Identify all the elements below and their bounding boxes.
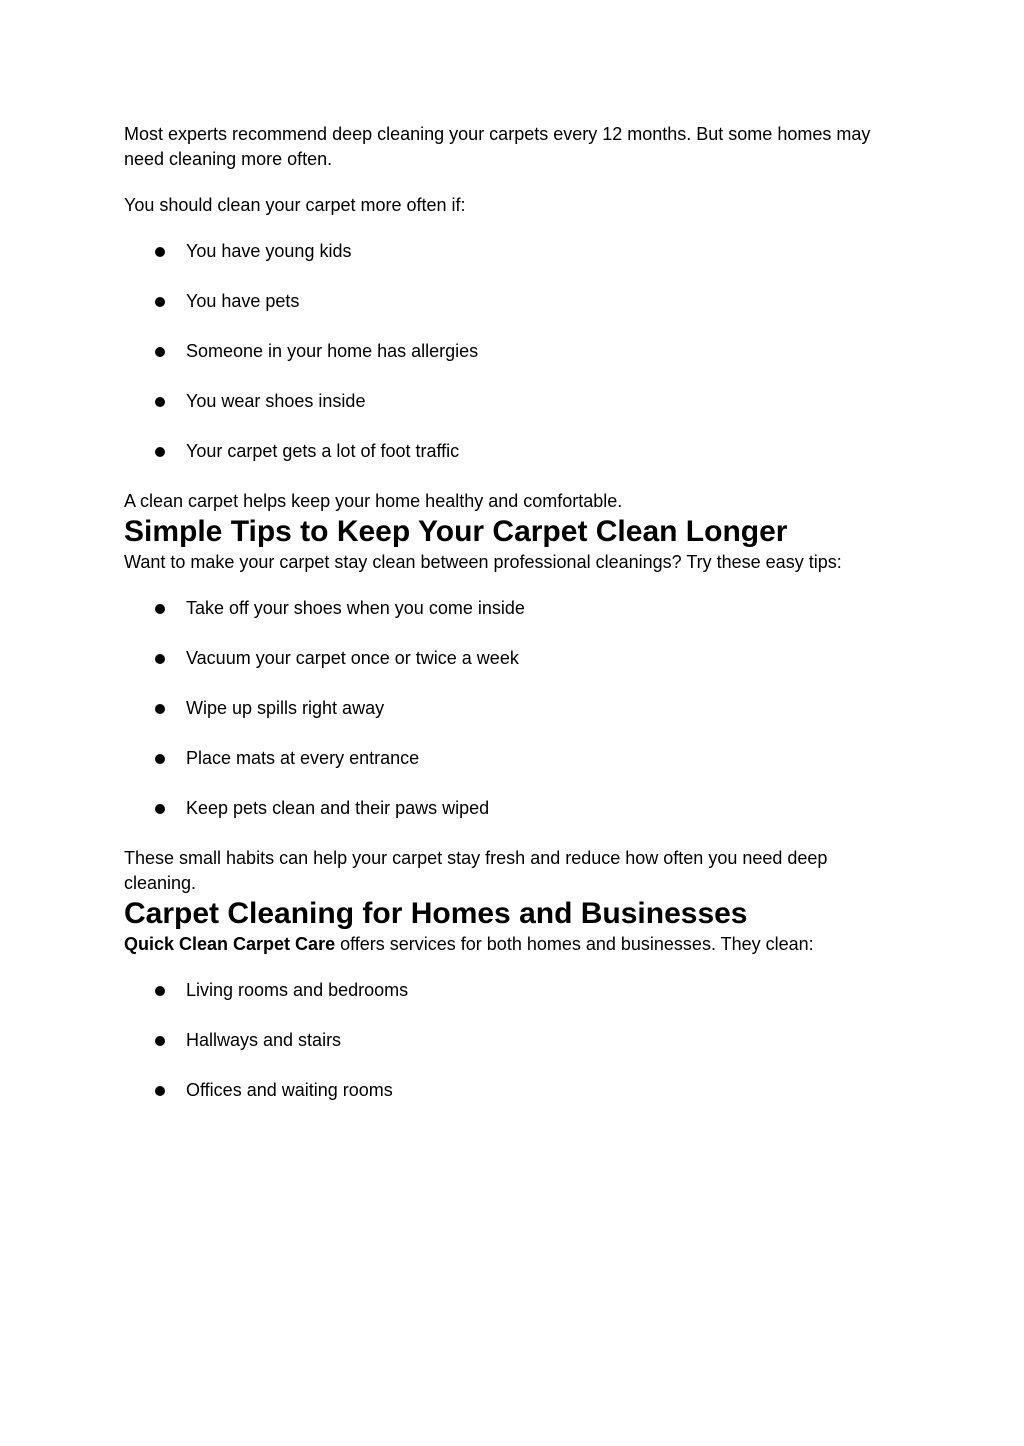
list-item xyxy=(124,746,894,771)
bullet-dot-icon xyxy=(155,986,165,996)
list-item-text: Vacuum your carpet once or twice a week xyxy=(186,648,519,668)
list-item-text: Take off your shoes when you come inside xyxy=(186,598,525,618)
list-item-text: You wear shoes inside xyxy=(186,391,366,411)
list-item-text: Offices and waiting rooms xyxy=(186,1080,393,1100)
list-item-text: Someone in your home has allergies xyxy=(186,341,479,361)
list-item-text: You have pets xyxy=(186,291,300,311)
list-item xyxy=(124,596,894,621)
list-item-text: Wipe up spills right away xyxy=(186,698,385,718)
bullet-dot-icon xyxy=(155,1086,165,1096)
intro-closing: A clean carpet helps keep your home healthy and comfortable. xyxy=(124,491,623,511)
tips-closing: These small habits can help your carpet stay fresh and reduce how often you need deep cleaning. xyxy=(124,848,828,893)
list-item-text: Hallways and stairs xyxy=(186,1030,342,1050)
intro-paragraph: Most experts recommend deep cleaning your carpets every 12 months. But some homes may need cleaning more often. xyxy=(124,124,871,169)
intro-lead: You should clean your carpet more often if: xyxy=(124,195,466,215)
tips-list xyxy=(124,596,894,821)
list-item xyxy=(124,978,894,1003)
bullet-dot-icon xyxy=(155,704,165,714)
list-item xyxy=(124,1078,894,1103)
bullet-dot-icon xyxy=(155,347,165,357)
tips-lead: Want to make your carpet stay clean between professional cleanings? Try these easy tips: xyxy=(124,552,842,572)
list-item-text: Keep pets clean and their paws wiped xyxy=(186,798,490,818)
bullet-dot-icon xyxy=(155,654,165,664)
list-item-text: Living rooms and bedrooms xyxy=(186,980,409,1000)
bullet-dot-icon xyxy=(155,397,165,407)
list-item xyxy=(124,696,894,721)
bullet-dot-icon xyxy=(155,447,165,457)
bullet-dot-icon xyxy=(155,297,165,307)
brand-name: Quick Clean Carpet Care xyxy=(124,934,336,954)
business-heading: Carpet Cleaning for Homes and Businesses xyxy=(124,897,748,930)
list-item xyxy=(124,389,894,414)
bullet-dot-icon xyxy=(155,1036,165,1046)
list-item-text: Your carpet gets a lot of foot traffic xyxy=(186,441,460,461)
bullet-dot-icon xyxy=(155,247,165,257)
list-item xyxy=(124,289,894,314)
list-item-text: You have young kids xyxy=(186,241,352,261)
bullet-dot-icon xyxy=(155,804,165,814)
list-item xyxy=(124,646,894,671)
reasons-list xyxy=(124,239,894,464)
list-item xyxy=(124,439,894,464)
list-item xyxy=(124,796,894,821)
services-list xyxy=(124,978,894,1103)
list-item xyxy=(124,339,894,364)
list-item xyxy=(124,239,894,264)
list-item-text: Place mats at every entrance xyxy=(186,748,420,768)
bullet-dot-icon xyxy=(155,604,165,614)
document-page xyxy=(124,122,894,1128)
bullet-dot-icon xyxy=(155,754,165,764)
business-lead-text: offers services for both homes and businesses. They clean: xyxy=(335,934,814,954)
list-item xyxy=(124,1028,894,1053)
business-lead xyxy=(124,932,894,957)
tips-heading: Simple Tips to Keep Your Carpet Clean Longer xyxy=(124,515,788,548)
